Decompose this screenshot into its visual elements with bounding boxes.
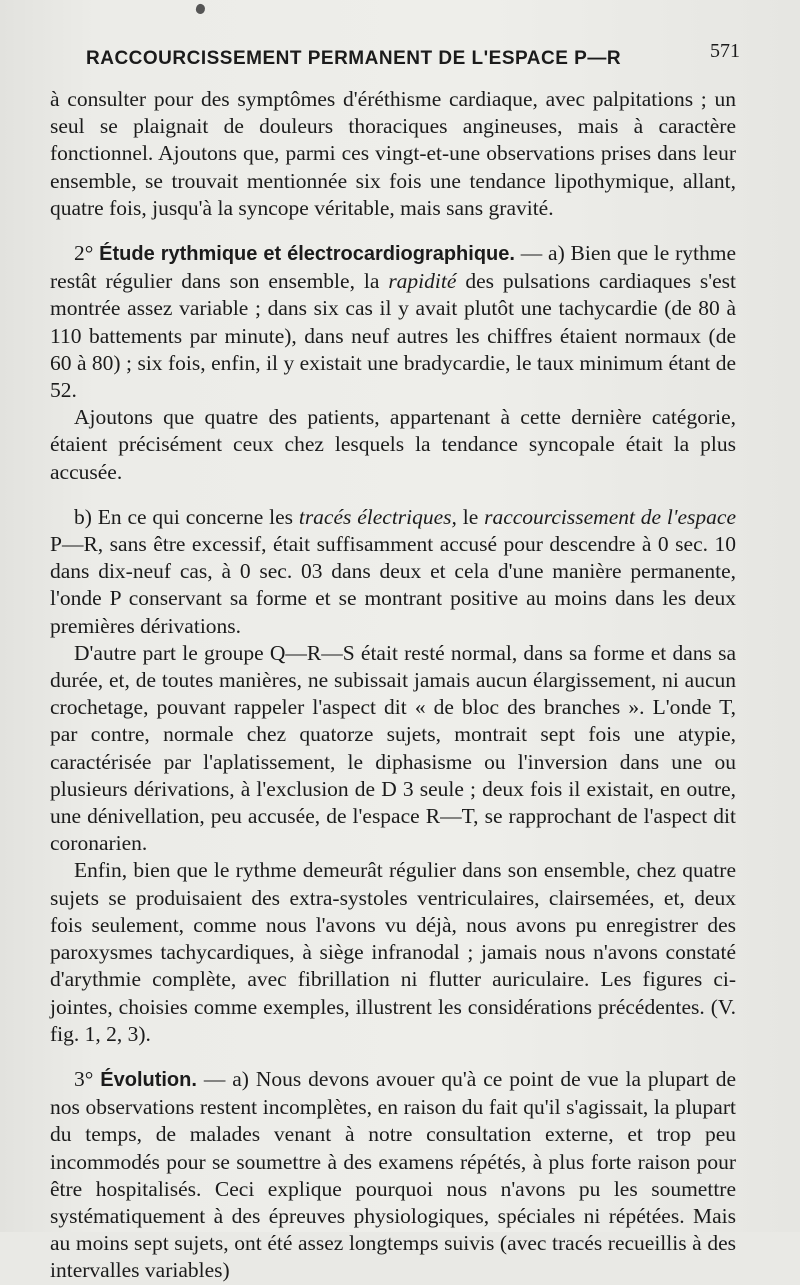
text-run: le — [456, 504, 485, 529]
section-2-paragraph — [50, 240, 736, 404]
paragraph: D'autre part le groupe Q—R—S était resté normal, dans sa forme et dans sa durée, et, de toutes manières, ne subissait jamais aucun élargissement, ni aucun crochetage, pouvant rappeler l'aspect dit « de bloc des branches ». L'onde T, par contre, normale chez quatorze sujets, montrait sept fois une atypie, caractérisée par l'aplatissement, le diphasisme ou l'inversion dans une ou plusieurs dérivations, à l'exclusion de D 3 seule ; deux fois il existait, en outre, une dénivellation, peu accusée, de l'espace R—T, se rapprochant de l'aspect dit coronarien. — [50, 640, 736, 856]
item-marker: — a) — [514, 241, 571, 266]
running-title: RACCOURCISSEMENT PERMANENT DE L'ESPACE P—R — [86, 48, 622, 69]
item-marker: — a) — [196, 1066, 249, 1091]
page-header — [86, 40, 740, 70]
section-heading: Évolution. — [100, 1068, 197, 1091]
section-heading: Étude rythmique et électrocardiographique. — [99, 243, 515, 266]
paragraph: à consulter pour des symptômes d'éréthisme cardiaque, avec palpitations ; un seul se plaignait de douleurs thoraciques angineuses, mais à caractère fonctionnel. Ajoutons que, parmi ces vingt-et-une observations prises dans leur ensemble, se trouvait mentionnée six fois une tendance lipothymique, allant, quatre fois, jusqu'à la syncope véritable, mais sans gravité. — [50, 87, 736, 220]
section-number: 3° — [74, 1066, 101, 1091]
item-marker: b) — [74, 504, 92, 529]
emphasis: raccourcissement de l'espace — [484, 504, 736, 529]
emphasis: tracés électriques, — [298, 504, 457, 529]
section-number: 2° — [74, 241, 100, 266]
paragraph: Enfin, bien que le rythme demeurât régulier dans son ensemble, chez quatre sujets se produisaient des extra-systoles ventriculaires, clairsemées, et, deux fois seulement, comme nous l'avons vu déjà, nous avons pu enregistrer des paroxysmes tachycardiques, à siège infranodal ; jamais nous n'avons constaté d'arythmie complète, avec fibrillation ni flutter auriculaire. Les figures ci-jointes, choisies comme exemples, illustrent les considérations précédentes. (V. fig. 1, 2, 3). — [50, 858, 736, 1046]
section-3-paragraph — [50, 1066, 736, 1285]
text-run: Nous devons avouer qu'à ce point de vue la plupart de nos observations restent incomplètes, en raison du fait qu'il s'agissait, la plupart du temps, de malades venant à notre consultation externe, et trop peu incommodés pour se soumettre à des examens répétés, à plus forte raison pour être hospitalisés. Ceci explique pourquoi nous n'avons pu les soumettre systématiquement à des épreuves physiologiques, spéciales ni répétées. Mais au moins sept sujets, ont été assez longtemps suivis (avec tracés recueillis à des intervalles variables) — [50, 1066, 737, 1283]
ink-speck — [195, 3, 207, 15]
emphasis: rapidité — [388, 269, 457, 294]
body-text — [50, 86, 736, 1285]
text-run: des pulsations cardiaques s'est montrée assez variable ; dans six cas il y avait plutôt une tachycardie (de 80 à 110 battements par minute), dans neuf autres les chiffres étaient normaux (de 60 à 80) ; six fois, enfin, il y existait une bradycardie, le taux minimum étant de 52. — [50, 269, 736, 403]
text-run: P—R, sans être excessif, était suffisamment accusé pour descendre à 0 sec. 10 dans dix-neuf cas, à 0 sec. 03 dans deux et cela d'une manière permanente, l'onde P conservant sa forme et se montrant positive au moins dans les deux premières dérivations. — [50, 532, 736, 638]
text-run: En ce qui concerne les — [91, 504, 299, 529]
paragraph: Ajoutons que quatre des patients, appartenant à cette dernière catégorie, étaient précisément ceux chez lesquels la tendance syncopale était la plus accusée. — [50, 405, 736, 484]
text-run: Bien que le rythme restât régulier dans son ensemble, la — [50, 241, 736, 294]
paragraph — [50, 504, 736, 640]
page-number: 571 — [710, 40, 740, 62]
